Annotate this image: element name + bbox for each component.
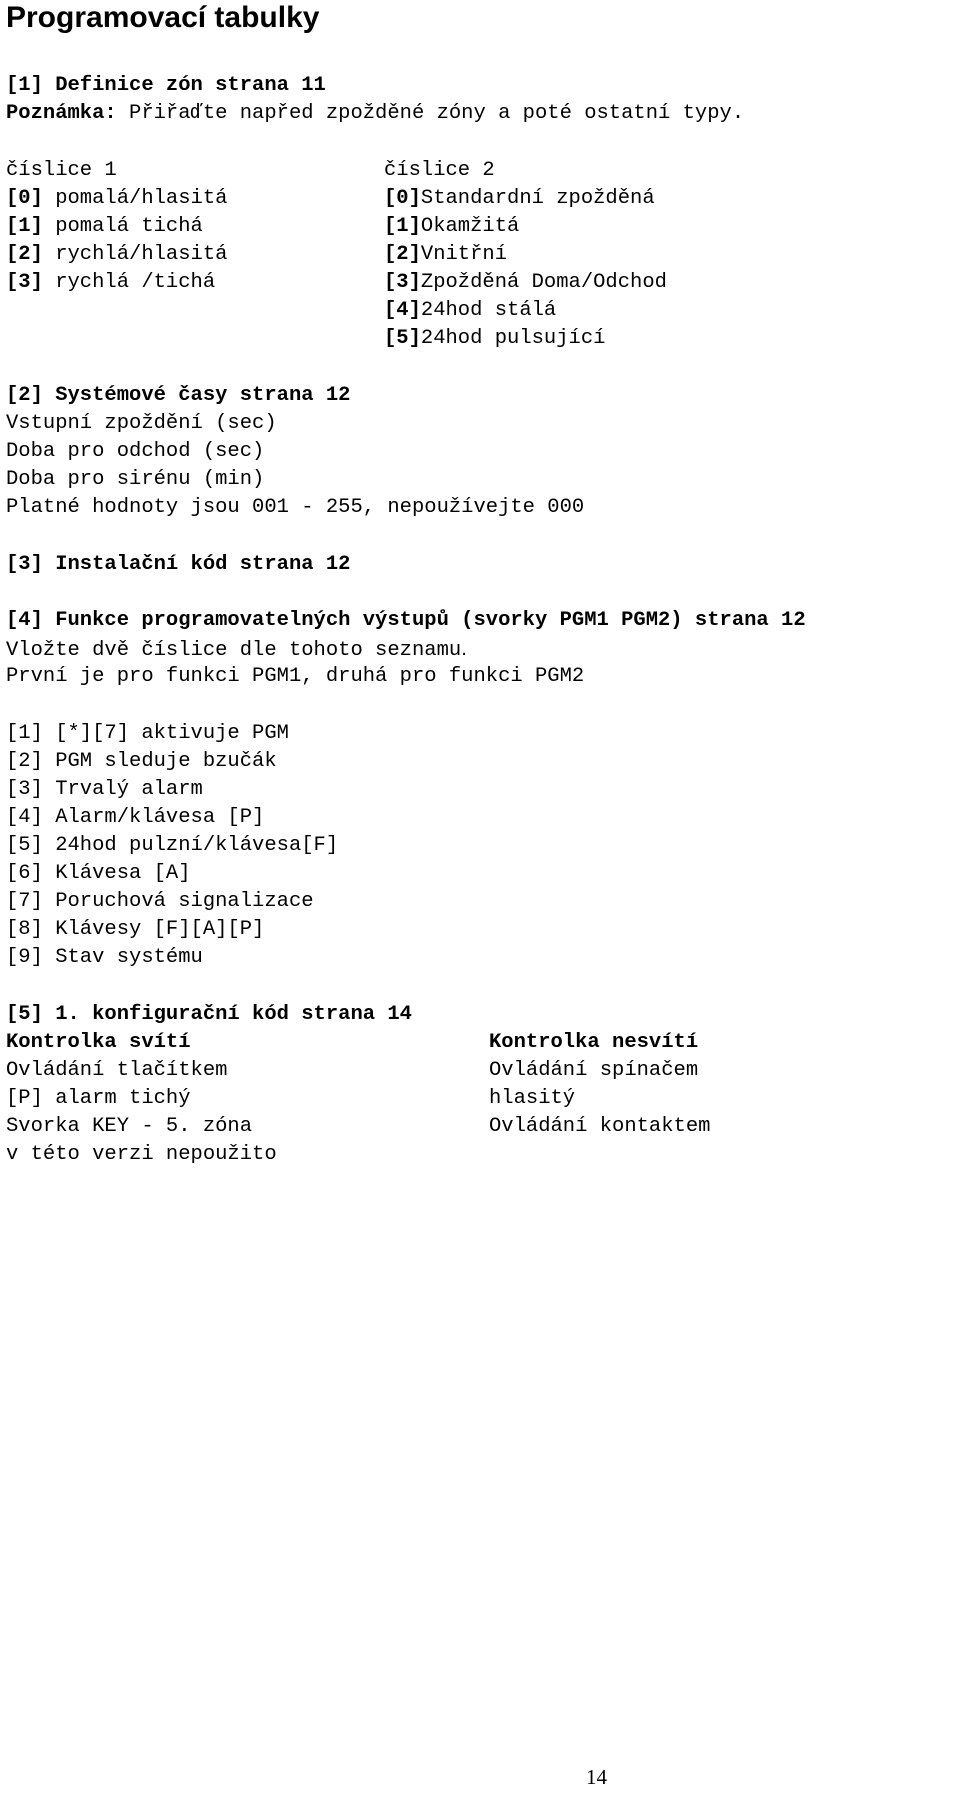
led-off-option: hlasitý bbox=[489, 1087, 576, 1110]
led-off-option: Ovládání kontaktem bbox=[489, 1115, 711, 1138]
section-3-heading: [3] Instalační kód strana 12 bbox=[6, 553, 351, 576]
col2-header: číslice 2 bbox=[384, 159, 495, 182]
pgm-option: [1] [*][7] aktivuje PGM bbox=[6, 722, 289, 745]
section-2-line: Platné hodnoty jsou 001 - 255, nepoužívejte 000 bbox=[6, 496, 585, 519]
section-4-line: První je pro funkci PGM1, druhá pro funkci PGM2 bbox=[6, 665, 585, 688]
section-2-line: Vstupní zpoždění (sec) bbox=[6, 412, 277, 435]
led-on-header: Kontrolka svítí bbox=[6, 1031, 191, 1054]
section-2-line: Doba pro odchod (sec) bbox=[6, 440, 265, 463]
section-4-line: Vložte dvě číslice dle tohoto seznamu. bbox=[6, 637, 467, 662]
led-on-option: [P] alarm tichý bbox=[6, 1087, 191, 1110]
col1-header: číslice 1 bbox=[6, 159, 117, 182]
col2-item: [4]24hod stálá bbox=[384, 299, 557, 322]
led-off-option: Ovládání spínačem bbox=[489, 1059, 699, 1082]
pgm-option: [9] Stav systému bbox=[6, 946, 203, 969]
pgm-option: [2] PGM sleduje bzučák bbox=[6, 750, 277, 773]
section-5-heading: [5] 1. konfigurační kód strana 14 bbox=[6, 1003, 412, 1026]
col1-item: [2] rychlá/hlasitá bbox=[6, 243, 228, 266]
section-1-note bbox=[6, 100, 744, 128]
page-title: Programovací tabulky bbox=[6, 1, 320, 34]
col2-item: [1]Okamžitá bbox=[384, 215, 520, 238]
col1-item: [3] rychlá /tichá bbox=[6, 271, 216, 294]
page-number: 14 bbox=[586, 1765, 607, 1789]
led-on-option: Svorka KEY - 5. zóna bbox=[6, 1115, 253, 1138]
note-text: Přiřaďte napřed zpožděné zóny a poté ostatní typy. bbox=[116, 102, 745, 125]
section-2-line: Doba pro sirénu (min) bbox=[6, 468, 265, 491]
pgm-option: [6] Klávesa [A] bbox=[6, 862, 191, 885]
pgm-option: [4] Alarm/klávesa [P] bbox=[6, 806, 265, 829]
section-2-heading: [2] Systémové časy strana 12 bbox=[6, 384, 351, 407]
col2-item: [0]Standardní zpožděná bbox=[384, 187, 655, 210]
section-1-heading: [1] Definice zón strana 11 bbox=[6, 74, 326, 97]
led-on-option: Ovládání tlačítkem bbox=[6, 1059, 228, 1082]
pgm-option: [5] 24hod pulzní/klávesa[F] bbox=[6, 834, 339, 857]
pgm-option: [3] Trvalý alarm bbox=[6, 778, 203, 801]
led-off-header: Kontrolka nesvítí bbox=[489, 1031, 699, 1054]
note-label: Poznámka: bbox=[6, 102, 117, 125]
col1-item: [0] pomalá/hlasitá bbox=[6, 187, 228, 210]
col2-item: [5]24hod pulsující bbox=[384, 327, 606, 350]
col2-item: [3]Zpožděná Doma/Odchod bbox=[384, 271, 667, 294]
pgm-option: [7] Poruchová signalizace bbox=[6, 890, 314, 913]
led-on-option: v této verzi nepoužito bbox=[6, 1143, 277, 1166]
section-4-heading: [4] Funkce programovatelných výstupů (svorky PGM1 PGM2) strana 12 bbox=[6, 609, 806, 632]
pgm-option: [8] Klávesy [F][A][P] bbox=[6, 918, 265, 941]
col1-item: [1] pomalá tichá bbox=[6, 215, 203, 238]
col2-item: [2]Vnitřní bbox=[384, 243, 508, 266]
